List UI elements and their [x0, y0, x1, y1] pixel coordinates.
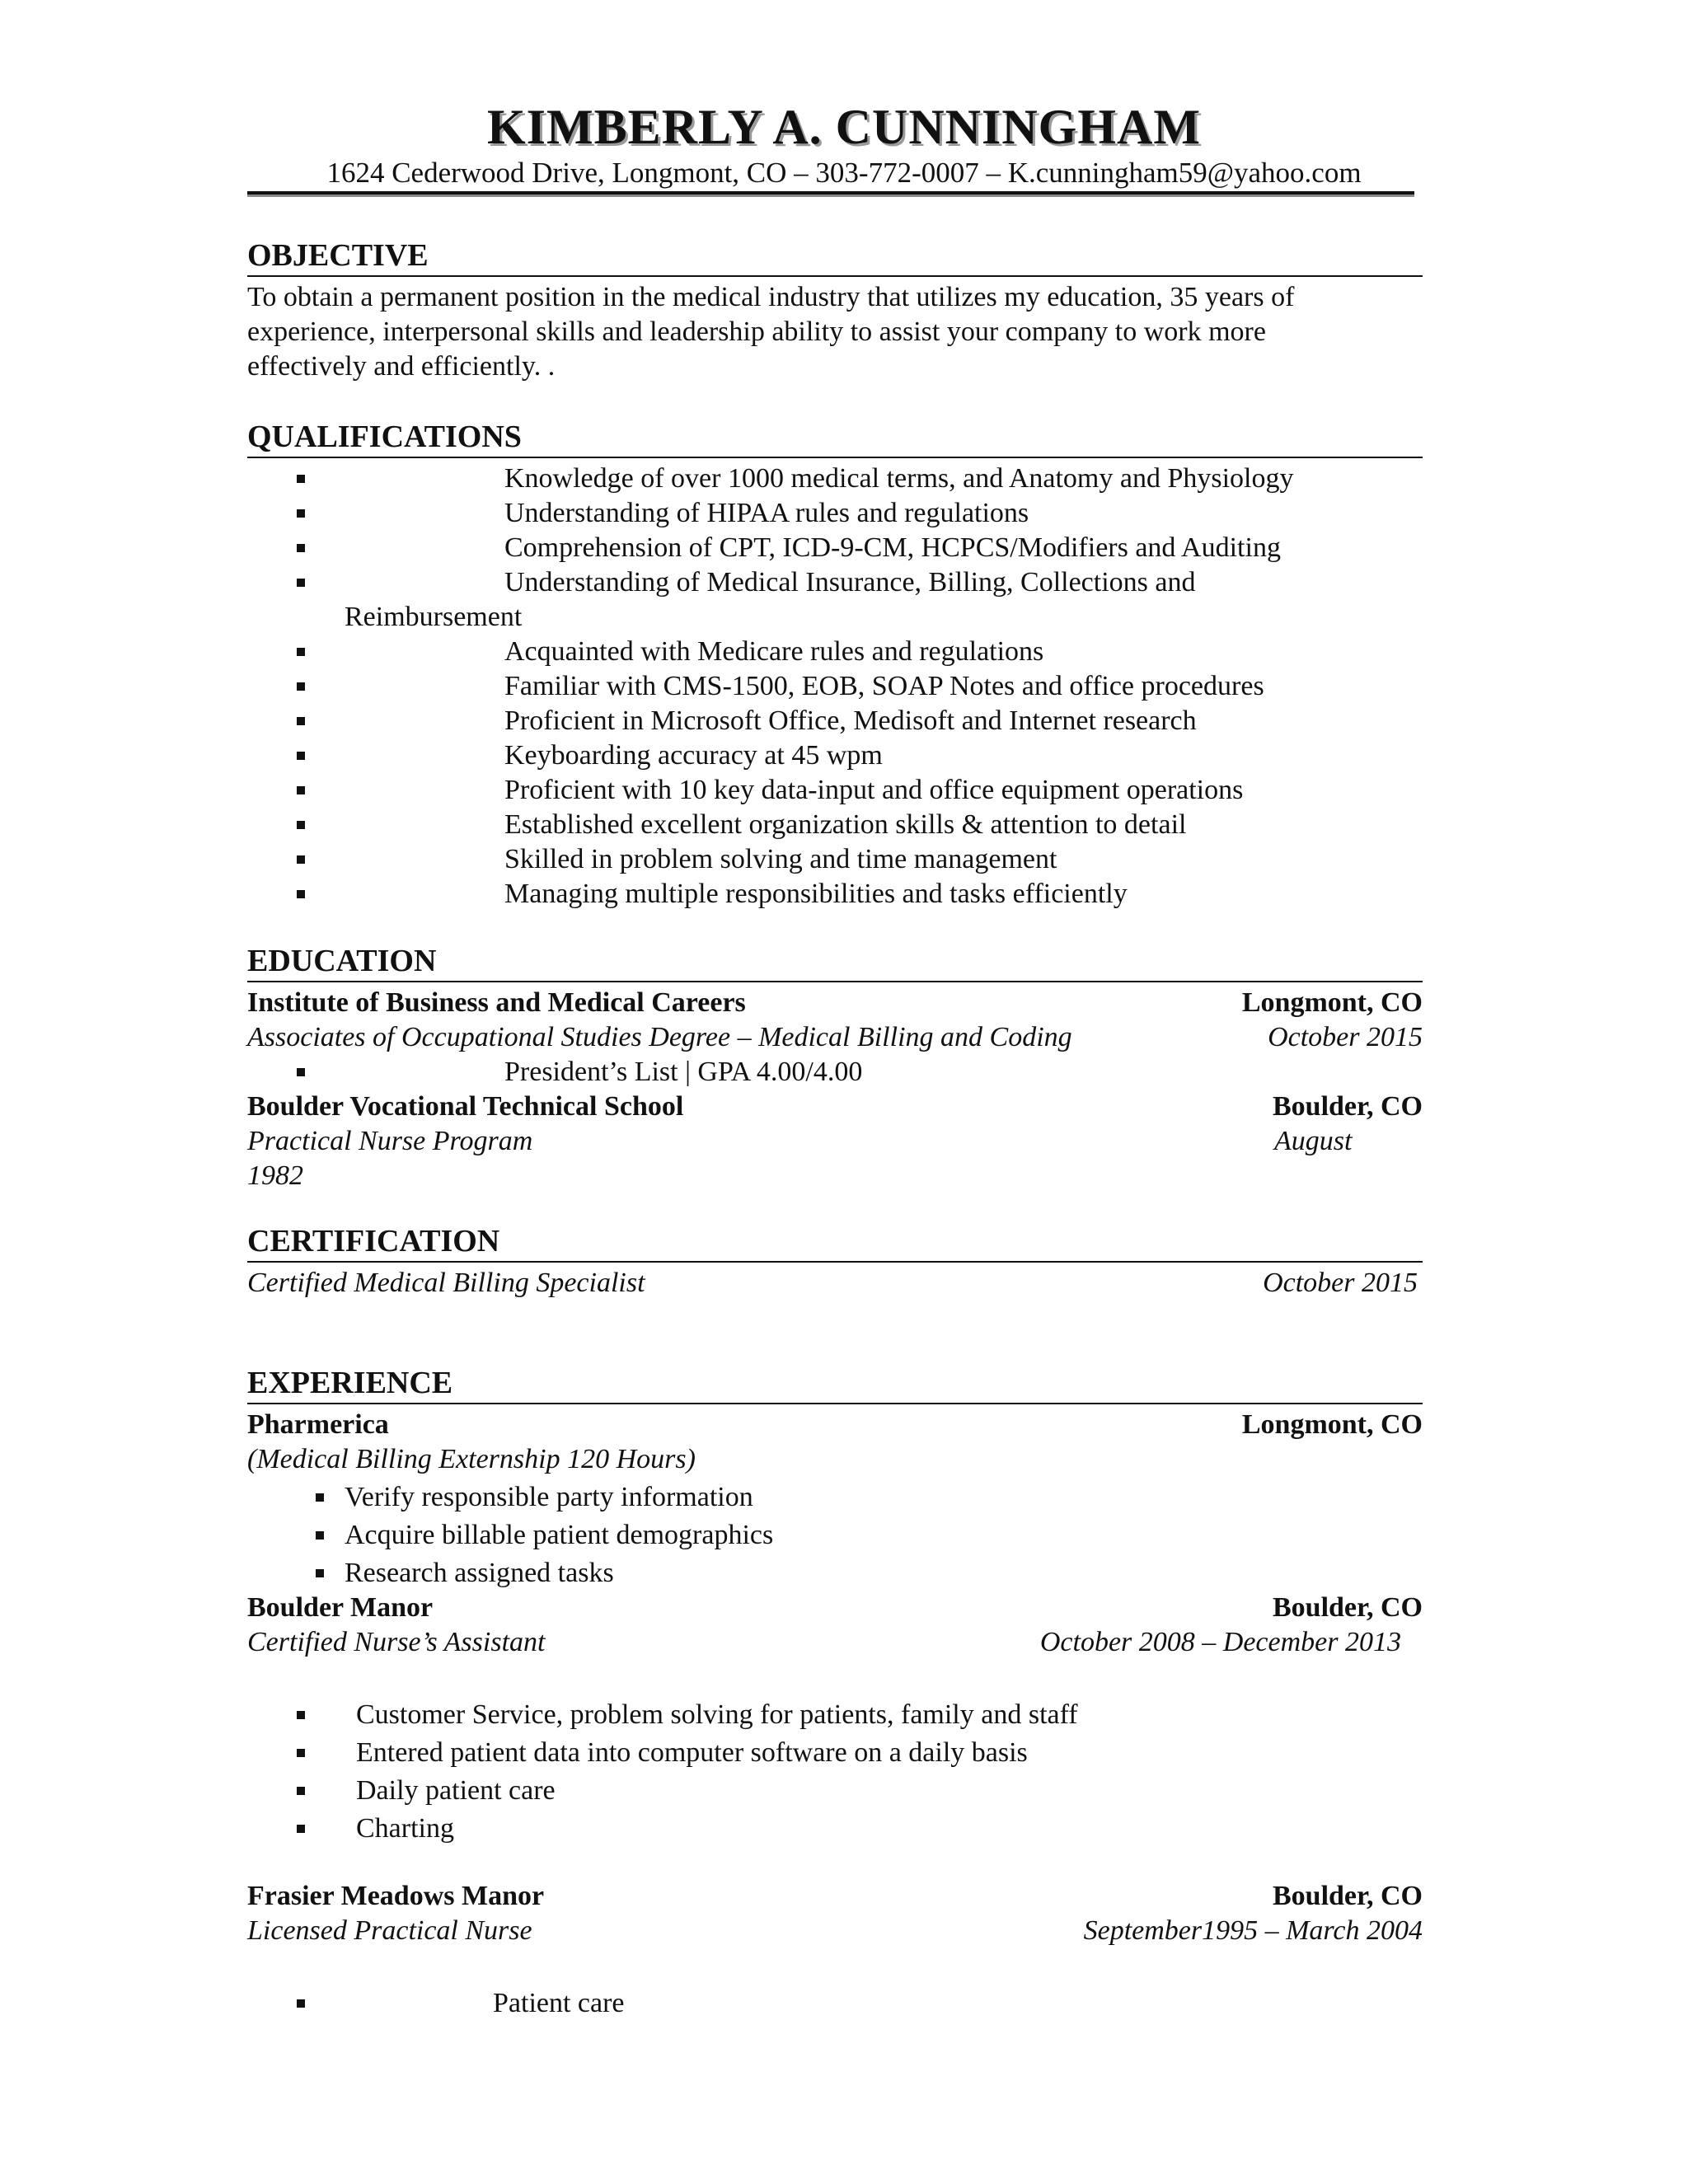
candidate-name: KIMBERLY A. CUNNINGHAM: [487, 100, 1201, 154]
qualification-item: Proficient with 10 key data-input and office equipment operations: [504, 775, 1244, 805]
job-role: (Medical Billing Externship 120 Hours): [247, 1444, 696, 1474]
qualification-item: Acquainted with Medicare rules and regulations: [504, 636, 1044, 667]
job-duty: Entered patient data into computer software on a daily basis: [356, 1737, 1028, 1768]
qualifications-divider: [247, 457, 1423, 458]
bullet-icon: [297, 752, 305, 760]
certification-heading: CERTIFICATION: [247, 1224, 500, 1258]
bullet-icon: [297, 1711, 305, 1719]
bullet-icon: [297, 1068, 305, 1076]
header-divider: [247, 191, 1414, 194]
employer-location: Boulder, CO: [1272, 1592, 1423, 1623]
objective-heading: OBJECTIVE: [247, 238, 429, 273]
job-role: Certified Nurse’s Assistant: [247, 1627, 546, 1657]
school-location: Longmont, CO: [1241, 987, 1423, 1018]
job-duty: Daily patient care: [356, 1775, 556, 1806]
job-duty: Charting: [356, 1813, 454, 1844]
education-divider: [247, 981, 1423, 982]
qualification-item: Understanding of Medical Insurance, Billing, Collections and: [504, 567, 1196, 598]
degree-date: August: [1274, 1126, 1353, 1156]
school-location: Boulder, CO: [1272, 1091, 1423, 1122]
employer-location: Boulder, CO: [1272, 1881, 1423, 1911]
employer-name: Boulder Manor: [247, 1592, 434, 1623]
qualification-item: Keyboarding accuracy at 45 wpm: [504, 740, 883, 771]
objective-divider: [247, 275, 1423, 277]
certification-date: October 2015: [1263, 1268, 1418, 1298]
objective-line: experience, interpersonal skills and leadership ability to assist your company to work more: [247, 316, 1266, 347]
bullet-icon: [316, 1493, 324, 1502]
bullet-icon: [297, 855, 305, 864]
bullet-icon: [297, 821, 305, 829]
bullet-icon: [316, 1531, 324, 1540]
bullet-icon: [297, 1749, 305, 1757]
employer-name: Frasier Meadows Manor: [247, 1881, 545, 1911]
education-heading: EDUCATION: [247, 944, 437, 978]
bullet-icon: [297, 1999, 305, 2008]
bullet-icon: [297, 648, 305, 656]
contact-line: 1624 Cederwood Drive, Longmont, CO – 303-772-0007 – K.cunningham59@yahoo.com: [326, 157, 1362, 189]
qualification-item: Established excellent organization skills & attention to detail: [504, 809, 1187, 840]
bullet-icon: [297, 1825, 305, 1833]
degree-program: Associates of Occupational Studies Degree – Medical Billing and Coding: [247, 1022, 1072, 1052]
degree-date: October 2015: [1268, 1022, 1423, 1052]
job-role: Licensed Practical Nurse: [247, 1915, 532, 1946]
job-duty: Patient care: [493, 1988, 625, 2018]
bullet-icon: [316, 1569, 324, 1577]
degree-date-year: 1982: [247, 1160, 303, 1191]
bullet-icon: [297, 682, 305, 691]
qualification-item: Familiar with CMS-1500, EOB, SOAP Notes and office procedures: [504, 671, 1264, 701]
certification-divider: [247, 1261, 1423, 1263]
bullet-icon: [297, 544, 305, 552]
employer-name: Pharmerica: [247, 1409, 389, 1440]
degree-program: Practical Nurse Program: [247, 1126, 533, 1156]
qualification-item: Managing multiple responsibilities and tasks efficiently: [504, 879, 1128, 909]
job-duty: Research assigned tasks: [345, 1558, 614, 1588]
job-dates: October 2008 – December 2013: [1039, 1627, 1401, 1657]
objective-line: To obtain a permanent position in the medical industry that utilizes my education, 35 years of: [247, 282, 1295, 312]
experience-heading: EXPERIENCE: [247, 1366, 453, 1400]
job-duty: Acquire billable patient demographics: [345, 1520, 774, 1550]
school-name: Institute of Business and Medical Careers: [247, 987, 746, 1018]
bullet-icon: [297, 475, 305, 483]
qualification-item: Skilled in problem solving and time management: [504, 844, 1057, 874]
qualification-item: Knowledge of over 1000 medical terms, and Anatomy and Physiology: [504, 463, 1294, 494]
objective-line: effectively and efficiently. .: [247, 351, 556, 382]
job-dates: September1995 – March 2004: [1083, 1915, 1423, 1946]
bullet-icon: [297, 786, 305, 794]
education-honor: President’s List | GPA 4.00/4.00: [504, 1057, 863, 1087]
qualification-item-continued: Reimbursement: [345, 602, 523, 632]
employer-location: Longmont, CO: [1241, 1409, 1423, 1440]
bullet-icon: [297, 509, 305, 518]
qualification-item: Understanding of HIPAA rules and regulations: [504, 498, 1029, 528]
bullet-icon: [297, 717, 305, 725]
experience-divider: [247, 1403, 1423, 1404]
bullet-icon: [297, 1787, 305, 1795]
job-duty: Verify responsible party information: [345, 1482, 753, 1512]
qualifications-heading: QUALIFICATIONS: [247, 419, 522, 454]
school-name: Boulder Vocational Technical School: [247, 1091, 684, 1122]
qualification-item: Proficient in Microsoft Office, Medisoft and Internet research: [504, 705, 1197, 736]
job-duty: Customer Service, problem solving for patients, family and staff: [356, 1699, 1078, 1730]
certification-title: Certified Medical Billing Specialist: [247, 1268, 645, 1298]
bullet-icon: [297, 579, 305, 587]
bullet-icon: [297, 890, 305, 898]
qualification-item: Comprehension of CPT, ICD-9-CM, HCPCS/Modifiers and Auditing: [504, 532, 1281, 563]
